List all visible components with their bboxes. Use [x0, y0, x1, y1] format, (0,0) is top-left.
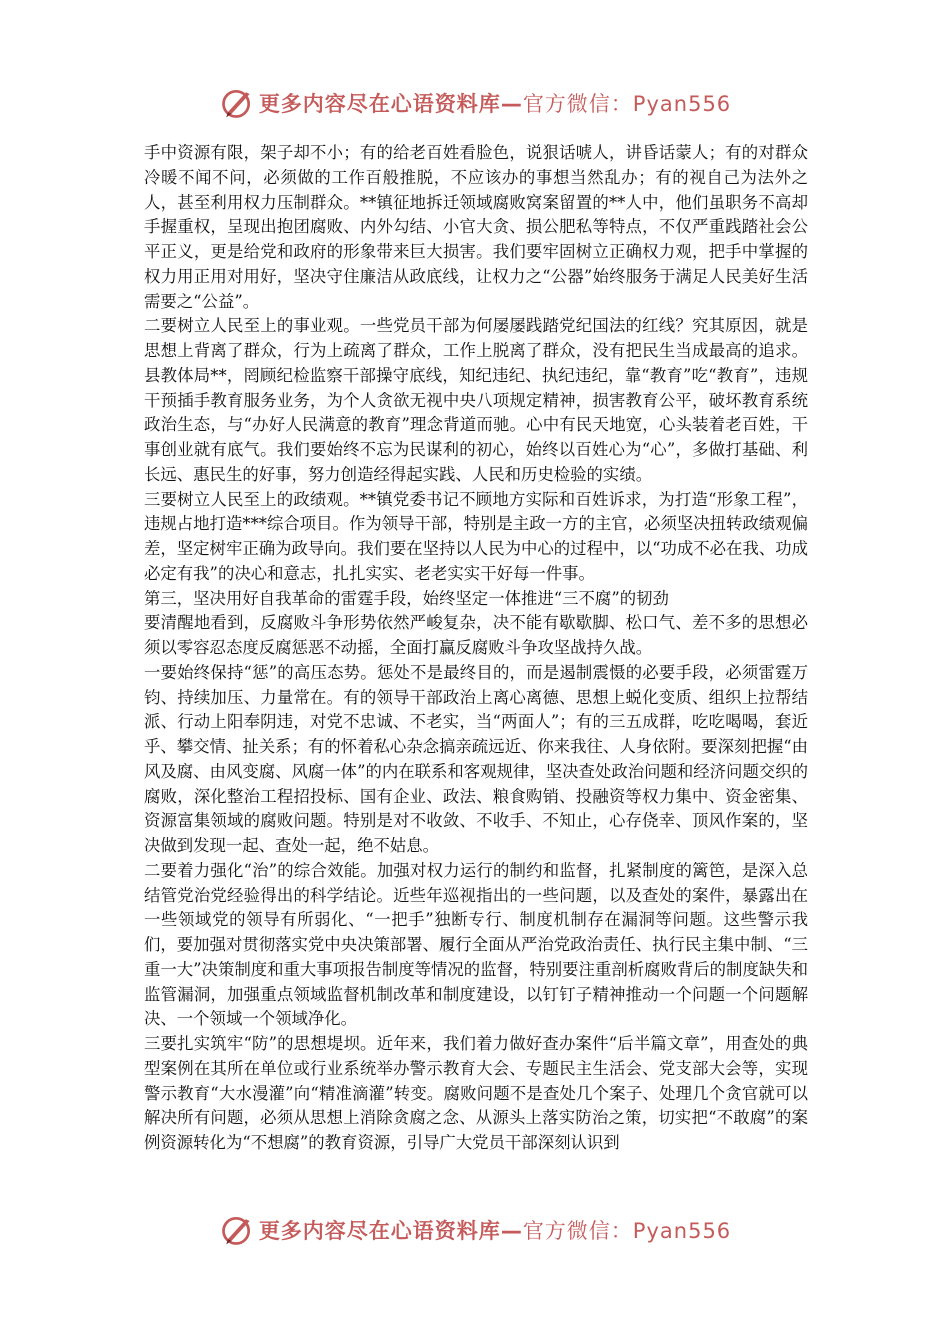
- document-body: [144, 141, 808, 1156]
- pen-circle-logo-icon: [219, 85, 255, 121]
- banner-site-name: 更多内容尽在心语资料库: [258, 1219, 501, 1243]
- paragraph: 二要着力强化“治”的综合效能。加强对权力运行的制约和监督，扎紧制度的篱笆，是深入总结管党治党经验得出的科学结论。近些年巡视指出的一些问题，以及查处的案件，暴露出在一些领域党的领导有所弱化、“一把手”独断专行、制度机制存在漏洞等问题。这些警示我们，要加强对贯彻落实党中央决策部署、履行全面从严治党政治责任、执行民主集中制、“三重一大”决策制度和重大事项报告制度等情况的监督，特别要注重剖析腐败背后的制度缺失和监管漏洞，加强重点领域监督机制改革和制度建设，以钉钉子精神推动一个问题一个问题解决、一个领域一个领域净化。: [144, 860, 809, 1029]
- banner-dash: —: [500, 1219, 523, 1243]
- section-heading: 第三，坚决用好自我革命的雷霆手段，始终坚定一体推进“三不腐”的韧劲: [144, 588, 669, 608]
- paragraph: 一要始终保持“惩”的高压态势。惩处不是最终目的，而是遏制震慑的必要手段，必须雷霆万钧、持续加压、力量常在。有的领导干部政治上离心离德、思想上蜕化变质、组织上拉帮结派、行动上阳奉阴违，对党不忠诚、不老实，当“两面人”；有的三五成群，吃吃喝喝，套近乎、攀交情、扯关系；有的怀着私心杂念搞亲疏远近、你来我往、人身依附。要深刻把握“由风及腐、由风变腐、风腐一体”的内在联系和客观规律，坚决查处政治问题和经济问题交织的腐败，深化整治工程招投标、国有企业、政法、粮食购销、投融资等权力集中、资金密集、资源富集领域的腐败问题。特别是对不收敛、不收手、不知止，心存侥幸、顶风作案的，坚决做到发现一起、查处一起，绝不姑息。: [144, 662, 809, 855]
- banner-site-name: 更多内容尽在心语资料库: [258, 92, 501, 116]
- paragraph: 三要树立人民至上的政绩观。**镇党委书记不顾地方实际和百姓诉求，为打造“形象工程”，违规占地打造***综合项目。作为领导干部，特别是主政一方的主官，必须坚决扭转政绩观偏差，坚定树牢正确为政导向。我们要在坚持以人民为中心的过程中，以“功成不必在我、功成必定有我”的决心和意志，扎扎实实、老老实实干好每一件事。: [144, 489, 809, 583]
- pen-circle-logo-icon: [219, 1212, 255, 1248]
- header-banner: [0, 83, 950, 123]
- banner-wechat: 官方微信：Pyan556: [522, 92, 732, 116]
- banner-wechat: 官方微信：Pyan556: [522, 1219, 732, 1243]
- paragraph: 要清醒地看到，反腐败斗争形势依然严峻复杂，决不能有歇歇脚、松口气、差不多的思想必须以零容忍态度反腐惩恶不动摇，全面打赢反腐败斗争攻坚战持久战。: [144, 613, 808, 657]
- banner-dash: —: [500, 92, 523, 116]
- footer-banner: [0, 1210, 950, 1250]
- paragraph: 手中资源有限，架子却不小；有的给老百姓看脸色，说狠话唬人，讲昏话蒙人；有的对群众冷暖不闻不问，必须做的工作百般推脱，不应该办的事想当然乱办；有的视自己为法外之人，甚至利用权力压制群众。**镇征地拆迁领域腐败窝案留置的**人中，他们虽职务不高却手握重权，呈现出抱团腐败、内外勾结、小官大贪、损公肥私等特点，不仅严重践踏社会公平正义，更是给党和政府的形象带来巨大损害。我们要牢固树立正确权力观，把手中掌握的权力用正用对用好，坚决守住廉洁从政底线，让权力之“公器”始终服务于满足人民美好生活需要之“公益”。: [144, 143, 808, 311]
- paragraph: 三要扎实筑牢“防”的思想堤坝。近年来，我们着力做好查办案件“后半篇文章”，用查处的典型案例在其所在单位或行业系统举办警示教育大会、专题民主生活会、党支部大会等，实现警示教育“大水漫灌”向“精准滴灌”转变。腐败问题不是查处几个案子、处理几个贪官就可以解决所有问题，必须从思想上消除贪腐之念、从源头上落实防治之策，切实把“不敢腐”的案例资源转化为“不想腐”的教育资源，引导广大党员干部深刻认识到: [144, 1034, 808, 1152]
- paragraph: 二要树立人民至上的事业观。一些党员干部为何屡屡践踏党纪国法的红线？究其原因，就是思想上背离了群众，行为上疏离了群众，工作上脱离了群众，没有把民生当成最高的追求。县教体局**，罔顾纪检监察干部操守底线，知纪违纪、执纪违纪，靠“教育”吃“教育”，违规干预插手教育服务业务，为个人贪欲无视中央八项规定精神，损害教育公平，破坏教育系统政治生态，与“办好人民满意的教育”理念背道而驰。心中有民天地宽，心头装着老百姓，干事创业就有底气。我们要始终不忘为民谋利的初心，始终以百姓心为“心”，多做打基础、利长远、惠民生的好事，努力创造经得起实践、人民和历史检验的实绩。: [144, 316, 808, 484]
